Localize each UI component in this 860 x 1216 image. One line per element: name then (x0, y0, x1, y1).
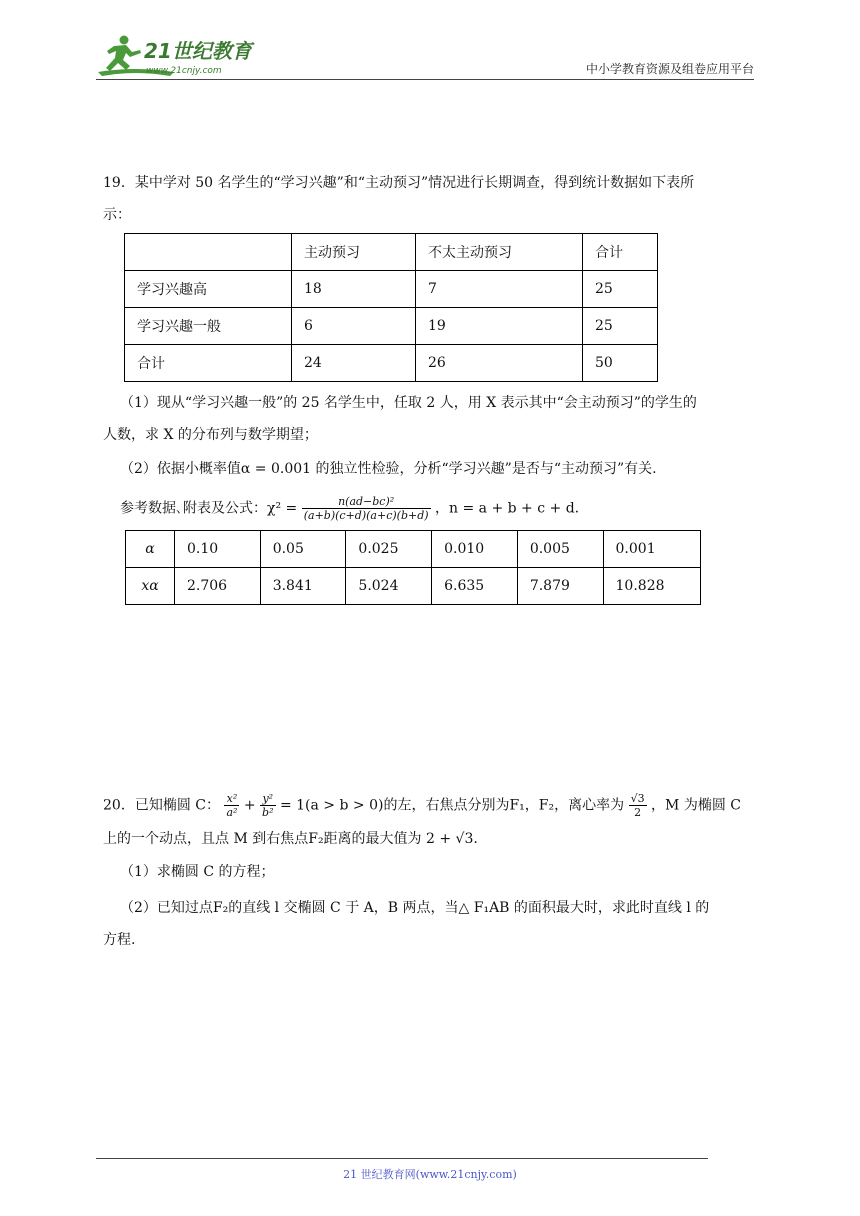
x-fraction (224, 792, 239, 819)
fraction-denominator: 2 (634, 806, 642, 819)
survey-table (124, 233, 658, 382)
q20-stem-end: ，M 为椭圆 C (651, 797, 741, 814)
reference-label: 参考数据､附表及公式：χ² = (120, 500, 298, 517)
table-cell: 合计 (125, 345, 292, 382)
table-cell: 50 (583, 345, 658, 382)
chi-square-fraction (302, 495, 431, 522)
reference-formula (120, 495, 579, 522)
eccentricity-fraction (629, 792, 647, 819)
table-cell: 0.010 (432, 531, 518, 568)
footer-divider (96, 1158, 708, 1159)
table-row (125, 234, 658, 271)
table-header-cell: 合计 (583, 234, 658, 271)
fraction-denominator: (a+b)(c+d)(a+c)(b+d) (303, 509, 429, 522)
fraction-numerator: y² (260, 792, 275, 806)
q20-part2-line2: 方程. (103, 932, 136, 948)
table-cell: 0.005 (517, 531, 603, 568)
logo-text: 21世纪教育 (144, 39, 252, 63)
table-row (125, 271, 658, 308)
q19-stem-line2: 示： (103, 207, 131, 223)
table-cell: 5.024 (346, 568, 432, 605)
table-cell: 3.841 (260, 568, 346, 605)
table-row (125, 308, 658, 345)
table-cell: 7 (416, 271, 583, 308)
reference-tail: ，n = a + b + c + d. (435, 500, 580, 517)
q20-stem-start: 20．已知椭圆 C： (103, 797, 220, 814)
table-cell: 25 (583, 271, 658, 308)
table-row (126, 568, 701, 605)
table-cell: 0.001 (603, 531, 700, 568)
table-cell: 6 (292, 308, 416, 345)
table-cell: 10.828 (603, 568, 700, 605)
table-cell: 0.025 (346, 531, 432, 568)
critical-value-table (125, 530, 701, 605)
table-cell: 2.706 (175, 568, 261, 605)
table-cell: 18 (292, 271, 416, 308)
footer-text: 21 世纪教育网(www.21cnjy.com) (343, 1168, 517, 1181)
q19-part1-line2: 人数，求 X 的分布列与数学期望； (103, 427, 318, 443)
fraction-denominator: b² (262, 806, 274, 819)
fraction-denominator: a² (226, 806, 238, 819)
q20-stem-line1 (103, 792, 763, 819)
q19-stem-line1: 19．某中学对 50 名学生的“学习兴趣”和“主动预习”情况进行长期调查，得到统计数据如下表所 (103, 175, 695, 191)
table-cell: 26 (416, 345, 583, 382)
header-divider (96, 79, 754, 80)
table-header-cell (125, 234, 292, 271)
plus-sign: + (243, 797, 256, 814)
q20-part2-line1: （2）已知过点F₂的直线 l 交椭圆 C 于 A，B 两点，当△ F₁AB 的面积最大时，求此时直线 l 的 (120, 900, 710, 916)
table-cell: 0.05 (260, 531, 346, 568)
site-logo (96, 32, 266, 78)
table-cell: 学习兴趣一般 (125, 308, 292, 345)
table-header-cell: 主动预习 (292, 234, 416, 271)
header-platform-text: 中小学教育资源及组卷应用平台 (585, 62, 754, 76)
table-cell: 19 (416, 308, 583, 345)
q20-stem-middle: = 1(a > b > 0)的左，右焦点分别为F₁，F₂，离心率为 (279, 797, 625, 814)
fraction-numerator: n(ad−bc)² (302, 495, 431, 509)
q19-part1-line1: （1）现从“学习兴趣一般”的 25 名学生中，任取 2 人，用 X 表示其中“会主动预习”的学生的 (120, 395, 697, 411)
y-fraction (260, 792, 275, 819)
table-cell: 0.10 (175, 531, 261, 568)
fraction-numerator: x² (224, 792, 239, 806)
table-cell: 24 (292, 345, 416, 382)
table-row (126, 531, 701, 568)
table-header-cell: 不太主动预习 (416, 234, 583, 271)
q20-stem-line2: 上的一个动点，且点 M 到右焦点F₂距离的最大值为 2 + √3. (103, 831, 478, 847)
table-cell: 6.635 (432, 568, 518, 605)
table-cell: 7.879 (517, 568, 603, 605)
logo-url: www.21cnjy.com (146, 66, 222, 76)
table-cell: 学习兴趣高 (125, 271, 292, 308)
table-cell: 25 (583, 308, 658, 345)
table-cell: α (126, 531, 175, 568)
q19-part2: （2）依据小概率值α = 0.001 的独立性检验，分析“学习兴趣”是否与“主动预习”有关. (120, 461, 657, 477)
table-row (125, 345, 658, 382)
table-cell: xα (126, 568, 175, 605)
fraction-numerator: √3 (630, 792, 645, 805)
q20-part1: （1）求椭圆 C 的方程； (120, 864, 275, 880)
